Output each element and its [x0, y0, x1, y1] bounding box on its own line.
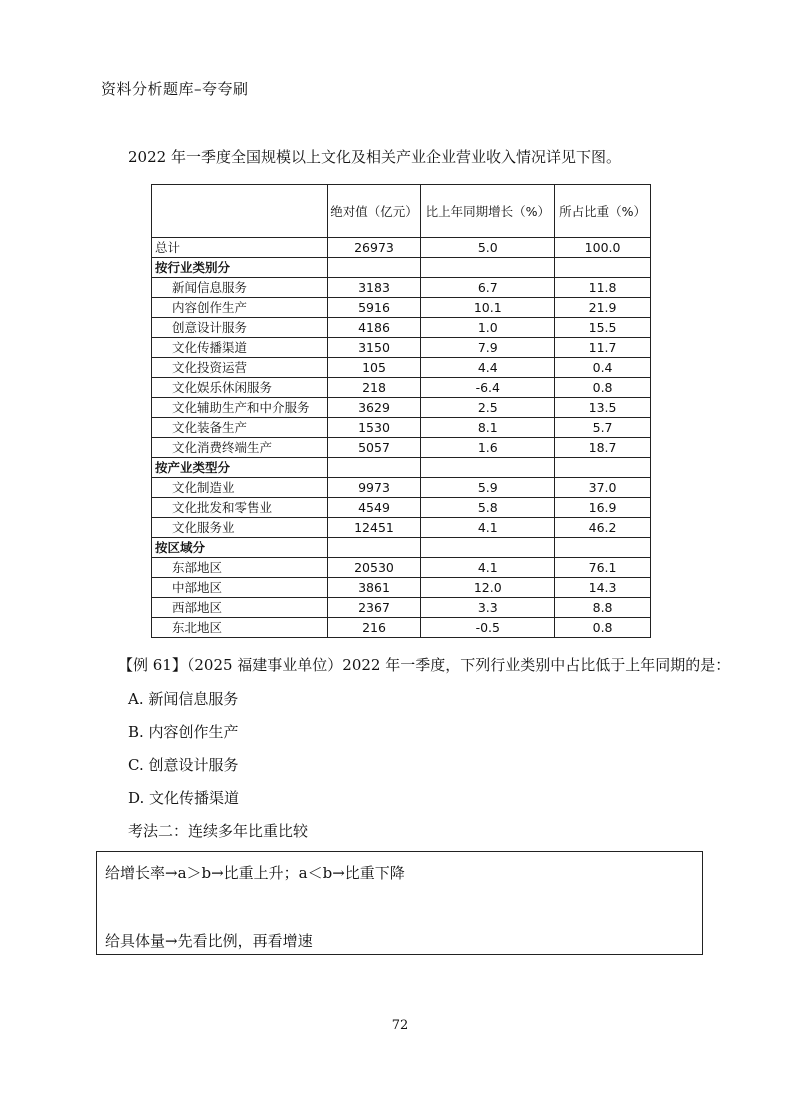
row-label: 按区域分 [152, 538, 328, 558]
row-label: 新闻信息服务 [152, 278, 328, 298]
row-value: 10.1 [421, 298, 555, 318]
row-label: 西部地区 [152, 598, 328, 618]
table-row [152, 398, 651, 418]
row-value: 4.1 [421, 518, 555, 538]
row-value: 20530 [327, 558, 421, 578]
row-value [555, 538, 651, 558]
row-value: 4.4 [421, 358, 555, 378]
row-value: 3183 [327, 278, 421, 298]
option-d: D. 文化传播渠道 [128, 789, 240, 807]
method-heading: 考法二：连续多年比重比较 [128, 822, 309, 840]
row-value: 11.8 [555, 278, 651, 298]
row-value: 4.1 [421, 558, 555, 578]
row-value: 216 [327, 618, 421, 638]
row-value: 3629 [327, 398, 421, 418]
option-a: A. 新闻信息服务 [128, 690, 239, 708]
table-row [152, 238, 651, 258]
row-label: 内容创作生产 [152, 298, 328, 318]
table-row [152, 538, 651, 558]
row-value: 8.1 [421, 418, 555, 438]
row-value: 26973 [327, 238, 421, 258]
table-row [152, 278, 651, 298]
row-value: 5.8 [421, 498, 555, 518]
row-value: 9973 [327, 478, 421, 498]
header-cell: 比上年同期增长（%） [421, 185, 555, 238]
table-header-row [152, 185, 651, 238]
row-label: 文化传播渠道 [152, 338, 328, 358]
question-text: 【例 61】（2025 福建事业单位）2022 年一季度，下列行业类别中占比低于上年同期的是： [118, 656, 731, 674]
table-row [152, 558, 651, 578]
row-value [555, 458, 651, 478]
tip-line-2: 给具体量→先看比例，再看增速 [105, 932, 313, 950]
header-cell: 所占比重（%） [555, 185, 651, 238]
row-value: 8.8 [555, 598, 651, 618]
row-label: 文化批发和零售业 [152, 498, 328, 518]
table-row [152, 358, 651, 378]
row-value: 46.2 [555, 518, 651, 538]
row-value: 5.9 [421, 478, 555, 498]
row-value: 0.8 [555, 378, 651, 398]
intro-text: 2022 年一季度全国规模以上文化及相关产业企业营业收入情况详见下图。 [128, 148, 621, 166]
option-c: C. 创意设计服务 [128, 756, 239, 774]
row-value: 4186 [327, 318, 421, 338]
row-value: 0.4 [555, 358, 651, 378]
row-value: 6.7 [421, 278, 555, 298]
row-value: 14.3 [555, 578, 651, 598]
table-row [152, 338, 651, 358]
row-value: 100.0 [555, 238, 651, 258]
row-value: 5916 [327, 298, 421, 318]
row-value: 5.7 [555, 418, 651, 438]
row-value: 4549 [327, 498, 421, 518]
row-label: 中部地区 [152, 578, 328, 598]
row-value [555, 258, 651, 278]
row-value: 5.0 [421, 238, 555, 258]
row-label: 文化娱乐休闲服务 [152, 378, 328, 398]
table-row [152, 598, 651, 618]
table-row [152, 458, 651, 478]
row-label: 文化辅助生产和中介服务 [152, 398, 328, 418]
row-label: 文化装备生产 [152, 418, 328, 438]
page-header: 资料分析题库–夸夸刷 [101, 80, 249, 98]
row-label: 东北地区 [152, 618, 328, 638]
row-value: 18.7 [555, 438, 651, 458]
row-value: 1.6 [421, 438, 555, 458]
row-value: 2367 [327, 598, 421, 618]
row-value [421, 538, 555, 558]
table-row [152, 318, 651, 338]
table-row [152, 618, 651, 638]
header-cell [152, 185, 328, 238]
row-value: 3861 [327, 578, 421, 598]
table-row [152, 578, 651, 598]
row-value: 11.7 [555, 338, 651, 358]
row-label: 文化制造业 [152, 478, 328, 498]
table-row [152, 418, 651, 438]
row-value: 1530 [327, 418, 421, 438]
row-value: 2.5 [421, 398, 555, 418]
row-value: 218 [327, 378, 421, 398]
tip-line-1: 给增长率→a＞b→比重上升；a＜b→比重下降 [105, 864, 405, 882]
table-row [152, 478, 651, 498]
row-value: 12.0 [421, 578, 555, 598]
table-row [152, 378, 651, 398]
row-value: 105 [327, 358, 421, 378]
row-label: 文化投资运营 [152, 358, 328, 378]
row-value: 21.9 [555, 298, 651, 318]
row-label: 文化消费终端生产 [152, 438, 328, 458]
row-value: 16.9 [555, 498, 651, 518]
option-b: B. 内容创作生产 [128, 723, 239, 741]
row-label: 总计 [152, 238, 328, 258]
row-value: 12451 [327, 518, 421, 538]
row-value [327, 458, 421, 478]
row-value: 0.8 [555, 618, 651, 638]
row-value: 13.5 [555, 398, 651, 418]
table-row [152, 258, 651, 278]
table-row [152, 498, 651, 518]
row-value [327, 258, 421, 278]
row-label: 东部地区 [152, 558, 328, 578]
data-table [151, 184, 651, 638]
row-value: 37.0 [555, 478, 651, 498]
row-label: 创意设计服务 [152, 318, 328, 338]
page-number: 72 [391, 1018, 409, 1033]
header-cell: 绝对值（亿元） [327, 185, 421, 238]
row-value [421, 258, 555, 278]
row-value: 3.3 [421, 598, 555, 618]
row-value: -0.5 [421, 618, 555, 638]
tip-box [96, 851, 703, 955]
row-label: 按产业类型分 [152, 458, 328, 478]
row-value: 7.9 [421, 338, 555, 358]
row-value [327, 538, 421, 558]
row-value: 5057 [327, 438, 421, 458]
row-value: 76.1 [555, 558, 651, 578]
row-label: 按行业类别分 [152, 258, 328, 278]
table-row [152, 298, 651, 318]
row-value: 3150 [327, 338, 421, 358]
row-value: -6.4 [421, 378, 555, 398]
row-value: 15.5 [555, 318, 651, 338]
row-value: 1.0 [421, 318, 555, 338]
table-row [152, 438, 651, 458]
row-label: 文化服务业 [152, 518, 328, 538]
table-row [152, 518, 651, 538]
row-value [421, 458, 555, 478]
